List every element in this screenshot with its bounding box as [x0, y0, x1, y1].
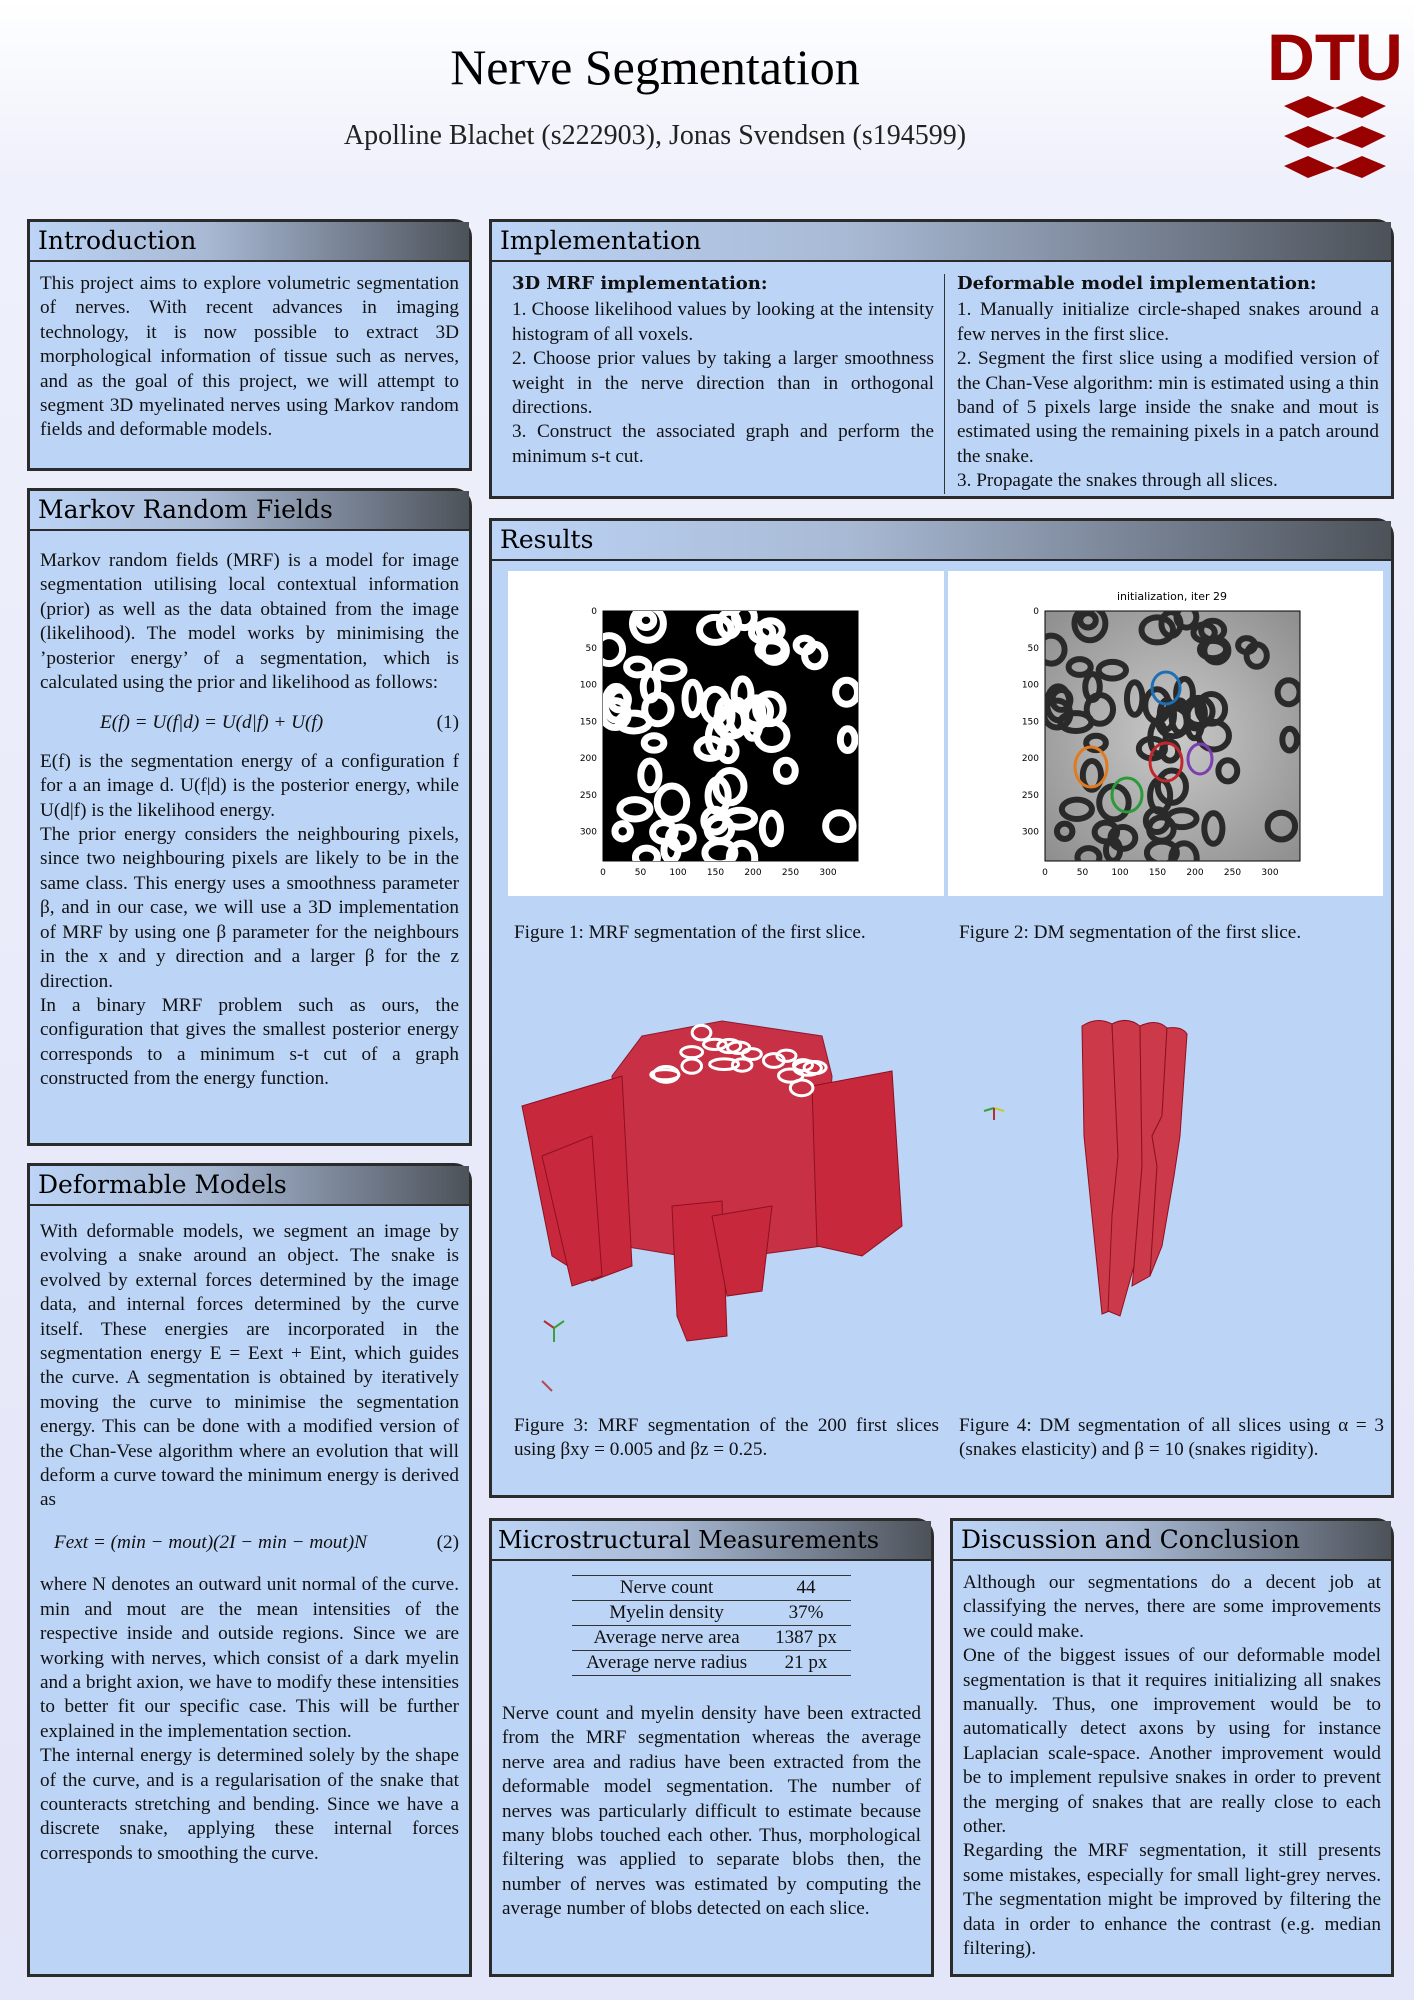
x-tick-label: 150: [706, 868, 725, 878]
mrf-equation-number: (1): [436, 712, 459, 734]
table-row: [572, 1601, 851, 1626]
mrf-step-3: 3. Construct the associated graph and perform the minimum s-t cut.: [512, 421, 934, 467]
measurements-box: [489, 1518, 934, 1977]
table-row: [572, 1651, 851, 1676]
implementation-box: [489, 219, 1394, 499]
table-cell-label: Average nerve radius: [572, 1651, 761, 1676]
y-tick-label: 0: [1033, 607, 1039, 617]
table-cell-value: 37%: [761, 1601, 851, 1626]
deformable-paragraph-3: The internal energy is determined solely by the shape of the curve, and is a regularisation of the snake that counteracts stretching and bending. Since we have a discrete snake, applying these internal forces corresponds to smoothing the curve.: [40, 1745, 459, 1864]
mrf-implementation-column: [512, 272, 934, 469]
x-tick-label: 50: [634, 868, 647, 878]
x-tick-label: 300: [819, 868, 837, 878]
deformable-equation-text: Fext = (min − mout)(2I − min − mout)N: [54, 1531, 367, 1553]
x-tick-label: 100: [669, 868, 687, 878]
discussion-paragraph-2: One of the biggest issues of our deformable model segmentation is that it requires initializing all snakes manually. Thus, one improvement would be to automatically detect axons by using for instance Laplacian scale-space. Another improvement would be to implement repulsive snakes in order to prevent the merging of snakes that are really close to each other.: [963, 1645, 1381, 1838]
dm-implementation-heading: Deformable model implementation:: [957, 273, 1317, 294]
x-tick-label: 250: [781, 868, 800, 878]
figure-2-panel: [948, 571, 1383, 896]
x-tick-label: 0: [1042, 868, 1048, 878]
deformable-title: Deformable Models: [30, 1166, 469, 1206]
dm-step-3: 3. Propagate the snakes through all slices.: [957, 470, 1278, 492]
axes-gizmo-1: [544, 1321, 564, 1342]
y-tick-label: 150: [1021, 717, 1039, 728]
figure-1-caption: Figure 1: MRF segmentation of the first slice.: [514, 922, 866, 943]
logo-text: DTU: [1267, 20, 1403, 94]
x-tick-label: 50: [1076, 868, 1089, 878]
discussion-title: Discussion and Conclusion: [953, 1521, 1391, 1561]
introduction-title: Introduction: [30, 222, 469, 262]
y-tick-label: 250: [1021, 790, 1039, 801]
figure-1-panel: [508, 571, 944, 896]
deformable-paragraph-2: where N denotes an outward unit normal of the curve. min and mout are the mean intensities of the respective inside and outside regions. Since we are working with nerves, which consist of a dark myelin and a bright axion, we have to modify these intensities to better fit our specific case. This will be further explained in the implementation section.: [40, 1574, 459, 1742]
introduction-box: [27, 219, 472, 471]
dm-implementation-column: [957, 272, 1379, 494]
mrf-box: [27, 488, 472, 1146]
poster-title: Nerve Segmentation: [450, 39, 860, 95]
mrf-title: Markov Random Fields: [30, 491, 469, 531]
figure-4-render: [962, 1016, 1382, 1346]
mrf-paragraph-2: E(f) is the segmentation energy of a configuration f for a an image d. U(f|d) is the posterior energy, while U(d|f) is the likelihood energy.: [40, 750, 459, 821]
figure-3-caption: Figure 3: MRF segmentation of the 200 first slices using βxy = 0.005 and βz = 0.25.: [514, 1415, 939, 1461]
y-tick-label: 250: [579, 790, 597, 801]
mrf-step-2: 2. Choose prior values by taking a larger smoothness weight in the nerve direction than in orthogonal directions.: [512, 348, 934, 419]
table-cell-label: Nerve count: [572, 1576, 761, 1601]
y-tick-label: 300: [579, 827, 597, 838]
y-tick-label: 200: [1021, 754, 1039, 765]
table-row: [572, 1576, 851, 1601]
axes-gizmo-2: [984, 1108, 1004, 1120]
mrf-paragraph-1: Markov random fields (MRF) is a model for image segmentation utilising local contextual information (prior) as well as the data obtained from the image (likelihood). The model works by minimising the ’posterior energy’ of a segmentation, which is calculated using the prior and likelihood as follows:: [40, 550, 459, 694]
figure-4-caption: Figure 4: DM segmentation of all slices using α = 3 (snakes elasticity) and β = 10 (snakes rigidity).: [959, 1415, 1384, 1461]
poster-authors: Apolline Blachet (s222903), Jonas Svendsen (s194599): [343, 120, 967, 151]
results-box: [489, 518, 1394, 1498]
y-tick-label: 100: [579, 680, 597, 691]
y-tick-label: 150: [579, 717, 597, 728]
measurements-table: [572, 1575, 851, 1676]
dm-step-2: 2. Segment the first slice using a modified version of the Chan-Vese algorithm: min is estimated using a thin band of 5 pixels large inside the snake and mout is estimated using the remaining pixels in a patch around the snake.: [957, 348, 1379, 467]
deformable-equation: [40, 1531, 459, 1555]
results-title: Results: [492, 521, 1391, 561]
deformable-paragraph-1: With deformable models, we segment an image by evolving a snake around an object. The snake is evolved by external forces determined by the image data, and internal forces determined by the curve itself. These energies are incorporated in the segmentation energy E = Eext + Eint, which guides the curve. A segmentation is obtained by iteratively moving the curve to minimise the segmentation energy. This can be done with a modified version of the Chan-Vese algorithm where an evolution that will deform a curve toward the minimum energy is derived as: [40, 1221, 459, 1511]
x-tick-label: 200: [744, 868, 762, 878]
mrf-equation: [40, 711, 459, 735]
implementation-title: Implementation: [492, 222, 1391, 262]
measurements-text: Nerve count and myelin density have been extracted from the MRF segmentation whereas the average nerve area and radius have been extracted from the deformable model segmentation. The number of nerves was particularly difficult to estimate because many blobs touched each other. Thus, morphological filtering was applied to separate blobs then, the number of nerves was estimated by computing the average number of blobs detected on each slice.: [502, 1703, 921, 1920]
y-tick-label: 300: [1021, 827, 1039, 838]
x-tick-label: 300: [1261, 868, 1279, 878]
table-cell-value: 1387 px: [761, 1626, 851, 1651]
x-tick-label: 150: [1148, 868, 1167, 878]
mrf-step-1: 1. Choose likelihood values by looking at the intensity histogram of all voxels.: [512, 299, 934, 345]
table-row: [572, 1626, 851, 1651]
table-cell-value: 44: [761, 1576, 851, 1601]
deformable-equation-number: (2): [436, 1531, 459, 1553]
dtu-logo: [1267, 18, 1403, 188]
y-tick-label: 200: [579, 754, 597, 765]
mrf-implementation-heading: 3D MRF implementation:: [512, 273, 768, 294]
y-tick-label: 100: [1021, 680, 1039, 691]
table-cell-label: Average nerve area: [572, 1626, 761, 1651]
introduction-text: This project aims to explore volumetric segmentation of nerves. With recent advances in imaging technology, it is now possible to extract 3D morphological information of tissue such as nerves, and as the goal of this project, we will attempt to segment 3D myelinated nerves using Markov random fields and deformable models.: [40, 273, 459, 441]
x-tick-label: 250: [1223, 868, 1242, 878]
dm-step-1: 1. Manually initialize circle-shaped snakes around a few nerves in the first slice.: [957, 299, 1379, 345]
y-tick-label: 50: [585, 643, 597, 654]
implementation-divider: [944, 274, 945, 494]
table-cell-value: 21 px: [761, 1651, 851, 1676]
y-tick-label: 0: [591, 607, 597, 617]
y-tick-label: 50: [1027, 643, 1039, 654]
mrf-equation-text: E(f) = U(f|d) = U(d|f) + U(f): [100, 712, 324, 734]
mrf-paragraph-3: The prior energy considers the neighbouring pixels, since two neighbouring pixels are likely to be in the same class. This energy uses a smoothness parameter β, and in our case, we will use a 3D implementation of MRF by using one β parameter for the neighbours in the x and y direction and a larger β for the z direction.: [40, 824, 459, 992]
figure-2-plot: [948, 571, 1383, 896]
figure-1-plot: [508, 571, 944, 896]
mrf-paragraph-4: In a binary MRF problem such as ours, the configuration that gives the smallest posterior energy corresponds to a minimum s-t cut of a graph constructed from the energy function.: [40, 994, 459, 1090]
discussion-paragraph-1: Although our segmentations do a decent job at classifying the nerves, there are some improvements we could make.: [963, 1572, 1381, 1642]
x-tick-label: 100: [1111, 868, 1129, 878]
discussion-paragraph-3: Regarding the MRF segmentation, it still presents some mistakes, especially for small light-grey nerves. The segmentation might be improved by filtering the data in order to enhance the contrast (e.g. median filtering).: [963, 1840, 1381, 1960]
deformable-box: [27, 1163, 472, 1977]
x-tick-label: 0: [600, 868, 606, 878]
figure-2-caption: Figure 2: DM segmentation of the first slice.: [959, 922, 1302, 943]
measurements-title: Microstructural Measurements: [492, 1521, 931, 1561]
x-tick-label: 200: [1186, 868, 1204, 878]
discussion-box: [950, 1518, 1394, 1977]
figure-3-render: [512, 1016, 942, 1346]
figure-2-plot-title: initialization, iter 29: [1116, 590, 1228, 603]
table-cell-label: Myelin density: [572, 1601, 761, 1626]
